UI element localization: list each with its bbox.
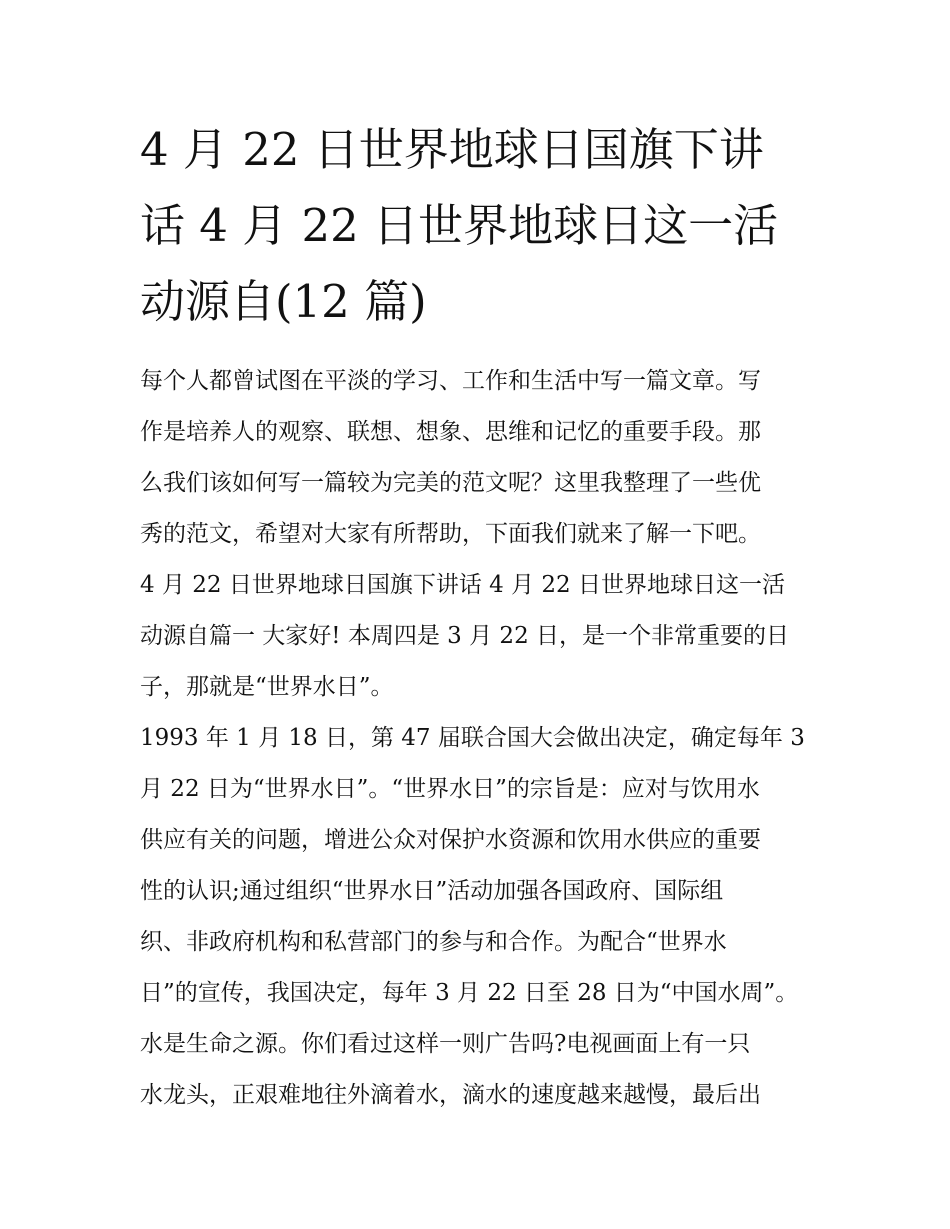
body-line: 供应有关的问题，增进公众对保护水资源和饮用水供应的重要 bbox=[140, 827, 761, 853]
title-line: 动源自(12 篇) bbox=[140, 275, 427, 328]
body-line: 作是培养人的观察、联想、想象、思维和记忆的重要手段。那 bbox=[140, 419, 761, 445]
body-line: 月 22 日为“世界水日”。“世界水日”的宗旨是：应对与饮用水 bbox=[140, 776, 760, 802]
title-line: 话 4 月 22 日世界地球日这一活 bbox=[140, 199, 779, 252]
body-line: 动源自篇一 大家好! 本周四是 3 月 22 日，是一个非常重要的日 bbox=[140, 623, 790, 649]
title-line: 4 月 22 日世界地球日国旗下讲 bbox=[140, 123, 764, 176]
body-line: 水龙头，正艰难地往外滴着水，滴水的速度越来越慢，最后出 bbox=[140, 1082, 761, 1108]
body-line: 性的认识;通过组织“世界水日”活动加强各国政府、国际组 bbox=[140, 878, 724, 904]
body-line: 织、非政府机构和私营部门的参与和合作。为配合“世界水 bbox=[140, 929, 727, 955]
document-title bbox=[140, 112, 820, 340]
body-line: 么我们该如何写一篇较为完美的范文呢？这里我整理了一些优 bbox=[140, 470, 761, 496]
body-line: 4 月 22 日世界地球日国旗下讲话 4 月 22 日世界地球日这一活 bbox=[140, 572, 785, 598]
document-body bbox=[140, 356, 820, 1121]
body-line: 每个人都曾试图在平淡的学习、工作和生活中写一篇文章。写 bbox=[140, 368, 761, 394]
body-line: 1993 年 1 月 18 日，第 47 届联合国大会做出决定，确定每年 3 bbox=[140, 725, 805, 751]
body-line: 水是生命之源。你们看过这样一则广告吗?电视画面上有一只 bbox=[140, 1031, 751, 1057]
body-line: 日”的宣传，我国决定，每年 3 月 22 日至 28 日为“中国水周”。 bbox=[140, 980, 799, 1006]
body-line: 子，那就是“世界水日”。 bbox=[140, 674, 394, 700]
body-line: 秀的范文，希望对大家有所帮助，下面我们就来了解一下吧。 bbox=[140, 521, 761, 547]
